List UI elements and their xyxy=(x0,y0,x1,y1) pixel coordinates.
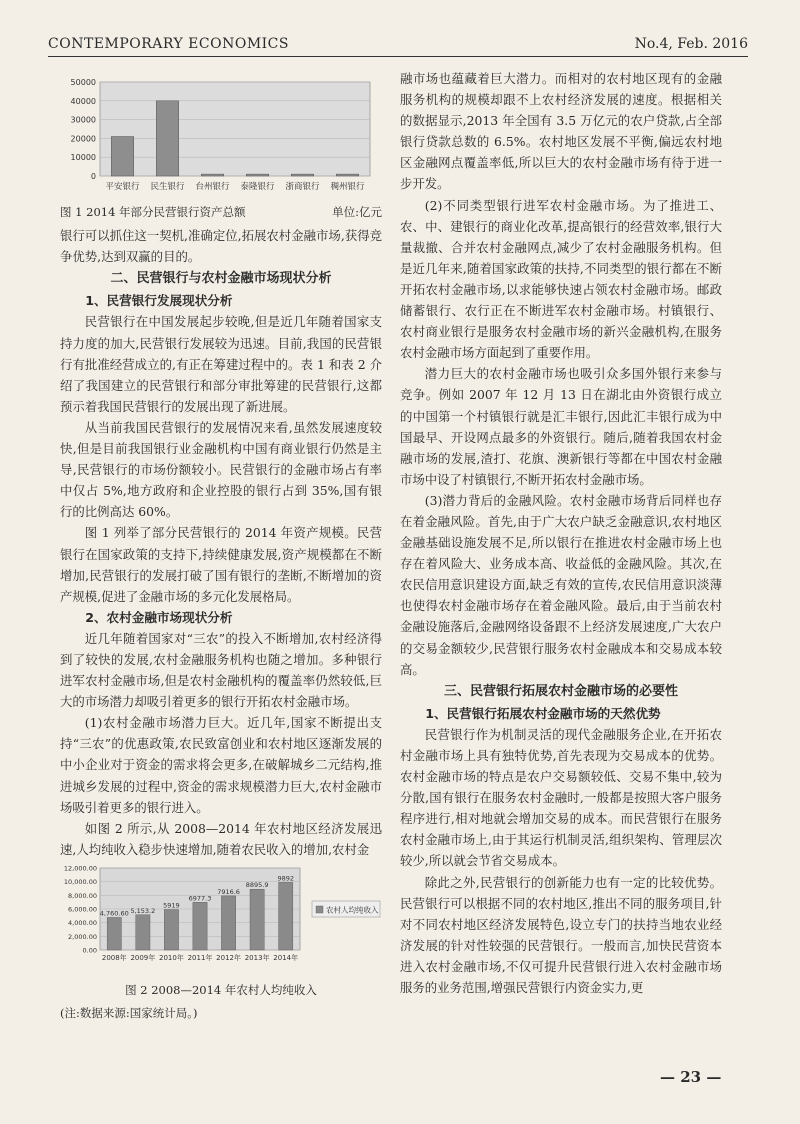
legend-swatch xyxy=(316,906,323,913)
section-heading: 二、民营银行与农村金融市场现状分析 xyxy=(110,271,332,287)
paragraph: (2)不同类型银行进军农村金融市场。为了推进工、农、中、建银行的商业化改革,提高银行的经营效率,银行大量裁撤、合并农村金融网点,减少了农村金融服务机构。但是近几年来,随着国家政策的扶持,不同类型的银行都在不断开拓农村金融市场,以求能够快速占领农村金融市场。邮政储蓄银行、农行正在不断进军农村金融市场。村镇银行、农村商业银行是服务农村金融市场的新兴金融机构,在服务农村金融市场方面起到了重要作用。 xyxy=(400,197,722,361)
y-tick-label: 0 xyxy=(90,172,96,181)
bar xyxy=(193,902,207,950)
bar xyxy=(336,174,359,176)
paragraph: 民营银行在中国发展起步较晚,但是近几年随着国家支持力度的加大,民营银行发展较为迅速。目前,我国的民营银行有批准经营成立的,有正在筹建过程中的。表 1 和表 2 介绍了我国建立的民营银行和部分审批筹建的民营银行,这都预示着我国民营银行的发展出现了新进展。 xyxy=(60,314,382,414)
paragraph: 潜力巨大的农村金融市场也吸引众多国外银行来参与竞争。例如 2007 年 12 月 13 日在湖北由外资银行成立的中国第一个村镇银行就是汇丰银行,因此汇丰银行成为中国最早、开设网点最多的外资银行。随后,随着我国农村金融市场的发展,渣打、花旗、澳新银行等都在中国农村金融市场中设了村镇银行,不断开拓农村金融市场。 xyxy=(400,366,722,487)
subsection-heading: 1、民营银行拓展农村金融市场的天然优势 xyxy=(425,705,661,721)
rural-income-chart xyxy=(60,860,382,978)
left-column xyxy=(60,68,382,1024)
x-tick-label: 2011年 xyxy=(187,953,213,962)
paragraph: 图 1 列举了部分民营银行的 2014 年资产规模。民营银行在国家政策的支持下,持续健康发展,资产规模都在不断增加,民营银行的发展打破了国有银行的垄断,不断增加的资产规模,促进了金融市场的多元化发展格局。 xyxy=(60,525,382,604)
data-label: 8895.9 xyxy=(245,881,269,890)
bar xyxy=(250,889,264,950)
x-tick-label: 民生银行 xyxy=(150,182,185,192)
x-tick-label: 泰隆银行 xyxy=(240,182,275,192)
y-tick-label: 12,000.00 xyxy=(63,864,97,873)
right-column xyxy=(400,68,722,998)
page-number: — 23 — xyxy=(660,1068,722,1086)
paragraph: 从当前我国民营银行的发展情况来看,虽然发展速度较快,但是目前我国银行业金融机构中国有商业银行仍然是主导,民营银行的市场份额较小。民营银行的金融市场占有率中仅占 5%,地方政府和企业控股的银行占到 35%,国有银行的比例高达 60%。 xyxy=(60,419,382,520)
y-tick-label: 0.00 xyxy=(82,946,97,955)
subsection-heading: 1、民营银行发展现状分析 xyxy=(85,293,233,309)
figure1-unit: 单位:亿元 xyxy=(332,205,382,219)
x-tick-label: 平安银行 xyxy=(105,182,140,192)
y-tick-label: 40000 xyxy=(70,96,96,106)
bar xyxy=(201,174,224,176)
section-heading: 三、民营银行拓展农村金融市场的必要性 xyxy=(443,683,678,699)
y-tick-label: 30000 xyxy=(70,115,96,125)
x-tick-label: 2008年 xyxy=(101,953,127,962)
paragraph: (1)农村金融市场潜力巨大。近几年,国家不断提出支持“三农”的优惠政策,农民致富创业和农村地区逐渐发展的中小企业对于资金的需求将会更多,在破解城乡二元结构,推进城乡发展的过程中,资金的需求规模潜力巨大,农村金融市场吸引着更多的银行进入。 xyxy=(60,715,382,815)
bar xyxy=(164,909,178,949)
paragraph: 银行可以抓住这一契机,准确定位,拓展农村金融市场,获得竞争优势,达到双赢的目的。 xyxy=(60,228,382,265)
bar xyxy=(246,174,269,176)
legend-label: 农村人均纯收入 xyxy=(326,905,379,915)
bar xyxy=(107,917,121,950)
y-tick-label: 6,000.00 xyxy=(68,905,97,914)
bar xyxy=(279,882,293,950)
data-label: 6977.3 xyxy=(188,894,212,903)
y-tick-label: 8,000.00 xyxy=(68,891,97,900)
paragraph: 除此之外,民营银行的创新能力也有一定的比较优势。民营银行可以根据不同的农村地区,推出不同的服务项目,针对不同农村地区经济发展特色,设立专门的扶持当地农业经济发展的针对性较强的民营银行。一般而言,加快民营资本进入农村金融市场,不仅可提升民营银行进入农村金融市场服务的业务范围,增强民营银行内资金实力,更 xyxy=(400,874,722,996)
data-label: 7916.6 xyxy=(217,887,240,896)
journal-name: CONTEMPORARY ECONOMICS xyxy=(48,36,289,52)
x-tick-label: 2009年 xyxy=(130,953,156,962)
paragraph: (3)潜力背后的金融风险。农村金融市场背后同样也存在着金融风险。首先,由于广大农户缺乏金融意识,农村地区金融基础设施发展不足,所以银行在推进农村金融市场上也存在着风险大、业务成本高、收益低的金融风险。其次,在农民信用意识建设方面,缺乏有效的宣传,农民信用意识淡薄也使得农村金融市场存在着金融风险。最后,由于当前农村金融设施落后,金融网络设备跟不上经济发展速度,广大农户的交易金额较少,民营银行服务农村金融成本和交易成本较高。 xyxy=(400,492,722,677)
y-tick-label: 4,000.00 xyxy=(68,919,97,928)
x-tick-label: 2014年 xyxy=(273,953,299,962)
bank-assets-chart xyxy=(60,68,382,200)
figure1-title: 图 1 2014 年部分民营银行资产总额 xyxy=(60,205,246,219)
paragraph: 民营银行作为机制灵活的现代金融服务企业,在开拓农村金融市场上具有独特优势,首先表现为交易成本的优势。农村金融市场的特点是农户交易额较低、交易不集中,较为分散,国有银行在服务农村金融时,一般都是按照大客户服务程序进行,相对地就会增加交易的成本。而民营银行在服务农村金融市场上,由于其运行机制灵活,组织架构、管理层次较少,所以就会节省交易成本。 xyxy=(400,726,722,869)
running-header xyxy=(48,34,748,57)
data-label: 4,760.60 xyxy=(99,909,129,918)
figure2-caption: 图 2 2008—2014 年农村人均纯收入 xyxy=(125,982,317,997)
bar xyxy=(291,174,314,176)
data-label: 5,153.2 xyxy=(130,906,156,915)
y-tick-label: 50000 xyxy=(70,78,96,87)
paragraph: 近几年随着国家对“三农”的投入不断增加,农村经济得到了较快的发展,农村金融服务机构也随之增加。多种银行进军农村金融市场,但是农村金融机构的覆盖率仍然较低,巨大的市场潜力却吸引着更多的银行开拓农村金融市场。 xyxy=(60,630,382,710)
x-tick-label: 2010年 xyxy=(159,953,184,962)
bar xyxy=(156,101,179,176)
paragraph: 融市场也蕴藏着巨大潜力。而相对的农村地区现有的金融服务机构的规模却跟不上农村经济发展的速度。根据相关的数据显示,2013 年全国有 3.5 万亿元的农户贷款,占全部银行贷款总数的 6.5%。农村地区发展不平衡,偏远农村地区金融网点覆盖率低,所以巨大的农村金融市场有待于进一步开发。 xyxy=(400,71,722,192)
data-label: 9892 xyxy=(277,874,294,883)
data-label: 5919 xyxy=(163,901,180,910)
x-tick-label: 2012年 xyxy=(216,953,241,962)
y-tick-label: 10000 xyxy=(70,153,96,163)
figure1-caption xyxy=(60,202,382,223)
bar xyxy=(221,896,235,950)
paragraph: 如图 2 所示,从 2008—2014 年农村地区经济发展迅速,人均纯收入稳步快速增加,随着农民收入的增加,农村金 xyxy=(60,820,382,857)
issue-info: No.4, Feb. 2016 xyxy=(634,36,748,52)
x-tick-label: 台州银行 xyxy=(195,182,230,192)
x-tick-label: 2013年 xyxy=(244,953,270,962)
subsection-heading: 2、农村金融市场现状分析 xyxy=(85,609,233,625)
x-tick-label: 浙商银行 xyxy=(285,182,320,192)
plot-area xyxy=(100,82,370,176)
y-tick-label: 20000 xyxy=(70,134,96,144)
y-tick-label: 2,000.00 xyxy=(68,932,97,941)
bar xyxy=(136,915,150,950)
x-tick-label: 稠州银行 xyxy=(330,182,365,192)
figure2-note: (注:数据来源:国家统计局。) xyxy=(60,1006,198,1020)
bar xyxy=(111,137,134,176)
y-tick-label: 10,000.00 xyxy=(63,878,97,887)
